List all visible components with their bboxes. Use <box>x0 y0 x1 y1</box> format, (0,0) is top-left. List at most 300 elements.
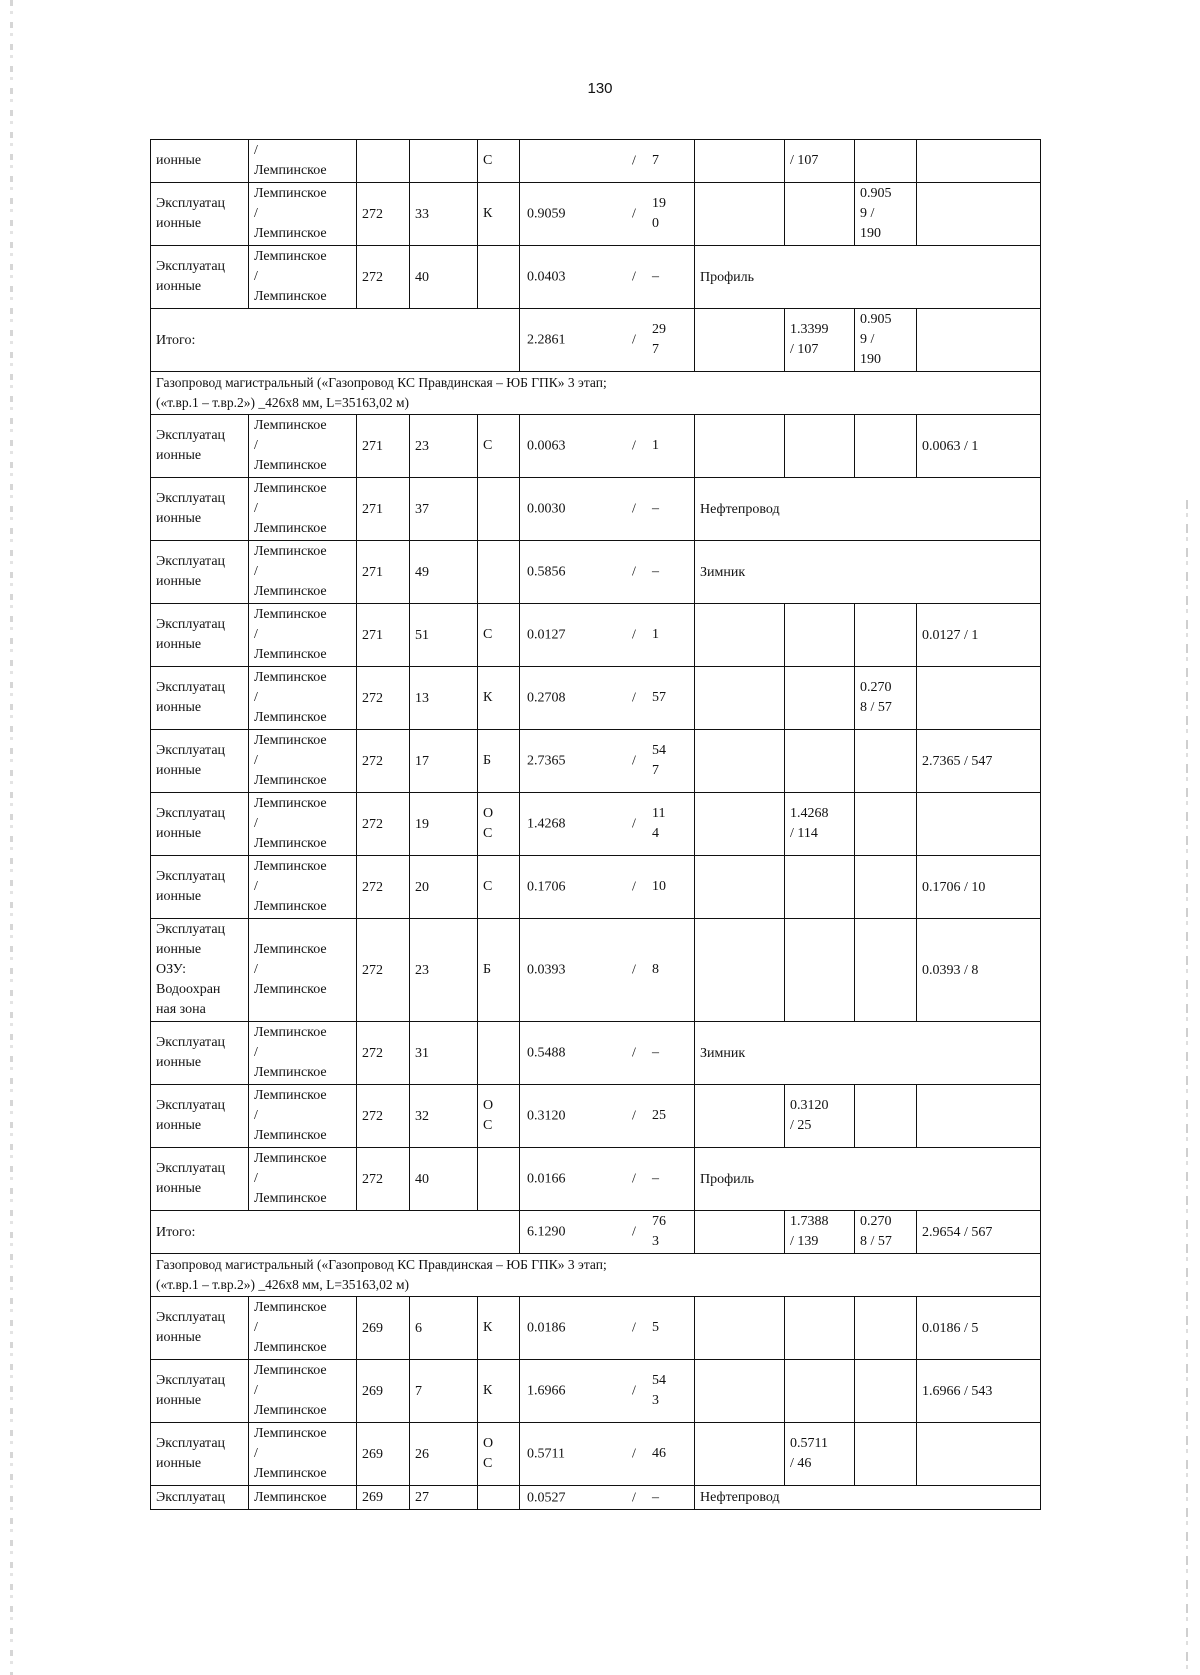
col10-cell-line: 0.270 <box>860 680 892 695</box>
col9-cell <box>785 1423 855 1486</box>
category-cell-line: ионные <box>156 153 202 168</box>
plot-cell-line: 23 <box>415 962 429 978</box>
row-area-cell <box>520 919 695 1022</box>
quarter-cell-line: 272 <box>362 962 383 978</box>
col-empty <box>695 415 785 478</box>
category-cell <box>151 246 249 309</box>
area-value: 0.5856 <box>527 564 566 580</box>
quantity-value <box>652 877 670 897</box>
row-area-cell <box>520 730 695 793</box>
col10-cell <box>855 919 917 1022</box>
area-slash: / <box>632 1383 636 1399</box>
section-title-line: Газопровод магистральный («Газопровод КС Правдинская – ЮБ ГПК» 3 этап; <box>156 1257 607 1272</box>
plot-cell-line: 13 <box>415 690 429 706</box>
section-title-line: Газопровод магистральный («Газопровод КС Правдинская – ЮБ ГПК» 3 этап; <box>156 375 607 390</box>
note-cell-line: Профиль <box>700 1171 755 1187</box>
row-area-cell <box>520 1085 695 1148</box>
area-value: 2.2861 <box>527 332 566 348</box>
category-cell-line: ионные <box>156 511 202 526</box>
land-category-cell <box>478 1297 520 1360</box>
table-row <box>151 541 1041 604</box>
land-category-cell <box>478 1486 520 1510</box>
quarter-cell-line: 272 <box>362 1171 383 1187</box>
location-cell-line: / <box>254 438 258 453</box>
col11-cell-line: 0.0063 / 1 <box>922 438 979 454</box>
quantity-line: 3 <box>652 1234 659 1249</box>
row-area-cell <box>520 667 695 730</box>
category-cell-line: Эксплуатац <box>156 743 226 758</box>
category-cell-line: ная зона <box>156 1002 206 1017</box>
plot-cell <box>410 1297 478 1360</box>
plot-cell-line: 37 <box>415 501 429 517</box>
plot-cell-line: 33 <box>415 206 429 222</box>
quantity-line: 46 <box>652 1446 666 1461</box>
section-header-row <box>151 372 1041 415</box>
col10-cell <box>855 415 917 478</box>
location-cell-line: Лемпинское <box>254 1300 327 1315</box>
location-cell-line: Лемпинское <box>254 899 327 914</box>
area-value: 0.0063 <box>527 438 566 454</box>
col11-cell <box>917 415 1041 478</box>
total-label-line: Итого: <box>156 332 196 348</box>
total-label <box>151 309 520 372</box>
quantity-value <box>652 1106 670 1126</box>
total-col11 <box>917 1211 1041 1254</box>
location-cell-line: Лемпинское <box>254 418 327 433</box>
note-cell <box>695 246 1041 309</box>
land-category-cell-line: К <box>483 690 493 705</box>
col10-cell <box>855 667 917 730</box>
col9-cell <box>785 730 855 793</box>
location-cell-line: Лемпинское <box>254 1065 327 1080</box>
area-slash: / <box>632 962 636 978</box>
category-cell <box>151 541 249 604</box>
plot-cell-line: 49 <box>415 564 429 580</box>
quantity-value <box>652 1318 670 1338</box>
area-slash: / <box>632 1446 636 1462</box>
location-cell <box>249 919 357 1022</box>
location-cell-line: / <box>254 1446 258 1461</box>
category-cell-line: Эксплуатац <box>156 869 226 884</box>
col9-cell-line: 1.4268 <box>790 806 829 821</box>
table-row <box>151 478 1041 541</box>
category-cell-line: ионные <box>156 279 202 294</box>
quantity-line: 29 <box>652 322 666 337</box>
plot-cell-line: 27 <box>415 1490 429 1505</box>
location-cell-line: Лемпинское <box>254 458 327 473</box>
area-value: 0.1706 <box>527 879 566 895</box>
plot-cell-line: 31 <box>415 1045 429 1061</box>
quantity-line: – <box>652 1045 659 1060</box>
land-category-cell <box>478 793 520 856</box>
category-cell <box>151 856 249 919</box>
location-cell-line: Лемпинское <box>254 836 327 851</box>
quarter-cell-line: 272 <box>362 753 383 769</box>
category-cell <box>151 1022 249 1085</box>
land-category-cell-line: С <box>483 1118 493 1133</box>
row-area-cell <box>520 1423 695 1486</box>
col-empty <box>695 793 785 856</box>
area-value: 2.7365 <box>527 753 566 769</box>
quarter-cell-line: 272 <box>362 269 383 285</box>
table-row <box>151 1148 1041 1211</box>
table-row <box>151 1022 1041 1085</box>
col-empty <box>695 1297 785 1360</box>
area-slash: / <box>632 753 636 769</box>
plot-cell <box>410 541 478 604</box>
category-cell-line: ионные <box>156 942 202 957</box>
quarter-cell-line: 269 <box>362 1383 383 1399</box>
area-value: 0.2708 <box>527 690 566 706</box>
quarter-cell <box>357 667 410 730</box>
plot-cell <box>410 246 478 309</box>
col9-cell <box>785 183 855 246</box>
location-cell-line: / <box>254 1383 258 1398</box>
area-value: 1.4268 <box>527 816 566 832</box>
col10-cell <box>855 730 917 793</box>
location-cell-line: / <box>254 962 258 977</box>
quantity-value <box>652 804 670 844</box>
category-cell-line: ионные <box>156 637 202 652</box>
plot-cell-line: 19 <box>415 816 429 832</box>
quarter-cell-line: 271 <box>362 438 383 454</box>
quarter-cell <box>357 478 410 541</box>
location-cell-line: Лемпинское <box>254 1363 327 1378</box>
land-category-cell <box>478 667 520 730</box>
location-cell-line: Лемпинское <box>254 1088 327 1103</box>
location-cell-line: Лемпинское <box>254 1466 327 1481</box>
col9-cell <box>785 140 855 183</box>
location-cell-line: / <box>254 1320 258 1335</box>
col10-cell <box>855 604 917 667</box>
land-category-cell-line: С <box>483 879 493 894</box>
col-empty <box>695 1423 785 1486</box>
total-col10 <box>855 1211 917 1254</box>
category-cell <box>151 730 249 793</box>
category-cell-line: ионные <box>156 574 202 589</box>
note-cell <box>695 478 1041 541</box>
table-row <box>151 793 1041 856</box>
area-slash: / <box>632 332 636 348</box>
area-slash: / <box>632 206 636 222</box>
location-cell-line: / <box>254 753 258 768</box>
area-slash: / <box>632 1171 636 1187</box>
area-value: 0.0403 <box>527 269 566 285</box>
quarter-cell <box>357 1360 410 1423</box>
quarter-cell-line: 271 <box>362 564 383 580</box>
area-value: 0.0186 <box>527 1320 566 1336</box>
location-cell-line: Лемпинское <box>254 796 327 811</box>
quantity-value <box>652 267 670 287</box>
category-cell-line: ионные <box>156 216 202 231</box>
area-slash: / <box>632 1045 636 1061</box>
note-cell-line: Нефтепровод <box>700 1490 780 1505</box>
scan-edge-right <box>1186 500 1188 1675</box>
col11-cell <box>917 856 1041 919</box>
area-value: 0.0030 <box>527 501 566 517</box>
quarter-cell-line: 271 <box>362 501 383 517</box>
col11-cell-line: 0.1706 / 10 <box>922 879 986 895</box>
col11-cell-line: 0.0127 / 1 <box>922 627 979 643</box>
location-cell-line: / <box>254 1108 258 1123</box>
category-cell-line: ионные <box>156 763 202 778</box>
quarter-cell <box>357 730 410 793</box>
area-slash: / <box>632 501 636 517</box>
area-value: 0.0527 <box>527 1490 566 1505</box>
quarter-cell <box>357 856 410 919</box>
quarter-cell <box>357 1486 410 1510</box>
total-col9-line: / 107 <box>790 342 819 357</box>
quantity-line: 1 <box>652 627 659 642</box>
land-category-cell <box>478 1360 520 1423</box>
section-title <box>151 372 1041 415</box>
quarter-cell <box>357 604 410 667</box>
location-cell <box>249 604 357 667</box>
quantity-value <box>652 1043 670 1063</box>
land-category-cell-line: К <box>483 1320 493 1335</box>
total-col9 <box>785 309 855 372</box>
table-row <box>151 140 1041 183</box>
quarter-cell <box>357 1423 410 1486</box>
land-category-cell <box>478 856 520 919</box>
table-row <box>151 1360 1041 1423</box>
plot-cell-line: 51 <box>415 627 429 643</box>
area-slash: / <box>632 1224 636 1240</box>
plot-cell <box>410 1360 478 1423</box>
row-area-cell <box>520 415 695 478</box>
location-cell-line: / <box>254 1045 258 1060</box>
quantity-value <box>652 436 670 456</box>
plot-cell <box>410 140 478 183</box>
area-value: 0.0166 <box>527 1171 566 1187</box>
quarter-cell <box>357 1085 410 1148</box>
col11-cell <box>917 1297 1041 1360</box>
col10-cell <box>855 1423 917 1486</box>
quantity-value <box>652 1212 670 1252</box>
quantity-value <box>652 688 670 708</box>
quantity-value <box>652 562 670 582</box>
col-empty <box>695 1360 785 1423</box>
category-cell-line: Эксплуатац <box>156 196 226 211</box>
col9-cell <box>785 1297 855 1360</box>
location-cell-line: / <box>254 627 258 642</box>
total-col10 <box>855 309 917 372</box>
quarter-cell <box>357 919 410 1022</box>
category-cell-line: ионные <box>156 448 202 463</box>
location-cell <box>249 1022 357 1085</box>
land-category-cell <box>478 604 520 667</box>
land-category-cell <box>478 1423 520 1486</box>
location-cell <box>249 1486 357 1510</box>
location-cell <box>249 1085 357 1148</box>
quantity-line: 54 <box>652 743 666 758</box>
plot-cell-line: 20 <box>415 879 429 895</box>
land-category-cell <box>478 1148 520 1211</box>
category-cell <box>151 1085 249 1148</box>
plot-cell <box>410 1085 478 1148</box>
table-row <box>151 1486 1041 1510</box>
land-category-cell <box>478 183 520 246</box>
row-area-cell <box>520 541 695 604</box>
col11-cell <box>917 1423 1041 1486</box>
location-cell-line: Лемпинское <box>254 186 327 201</box>
land-category-cell-line: О <box>483 1098 494 1113</box>
quantity-line: – <box>652 501 659 516</box>
plot-cell-line: 23 <box>415 438 429 454</box>
land-category-cell <box>478 1022 520 1085</box>
location-cell-line: Лемпинское <box>254 1191 327 1206</box>
location-cell <box>249 415 357 478</box>
location-cell-line: Лемпинское <box>254 1151 327 1166</box>
note-cell-line: Зимник <box>700 564 746 580</box>
plot-cell-line: 40 <box>415 1171 429 1187</box>
location-cell <box>249 478 357 541</box>
quantity-line: 7 <box>652 153 659 168</box>
plot-cell <box>410 415 478 478</box>
location-cell <box>249 1360 357 1423</box>
quarter-cell <box>357 541 410 604</box>
location-cell-line: Лемпинское <box>254 647 327 662</box>
land-plots-table <box>150 139 1041 1510</box>
location-cell-line: Лемпинское <box>254 584 327 599</box>
page-number: 130 <box>587 80 613 97</box>
location-cell-line: / <box>254 1171 258 1186</box>
plot-cell <box>410 730 478 793</box>
table-row <box>151 604 1041 667</box>
location-cell-line: Лемпинское <box>254 1489 327 1505</box>
location-cell <box>249 730 357 793</box>
col11-cell <box>917 183 1041 246</box>
location-cell <box>249 1297 357 1360</box>
area-value: 0.9059 <box>527 206 566 222</box>
location-cell-line: Лемпинское <box>254 481 327 496</box>
quarter-cell <box>357 1297 410 1360</box>
row-area-cell <box>520 246 695 309</box>
location-cell-line: Лемпинское <box>254 607 327 622</box>
quarter-cell-line: 272 <box>362 206 383 222</box>
quantity-line: 7 <box>652 342 659 357</box>
row-area-cell <box>520 1486 695 1510</box>
total-row <box>151 1211 1041 1254</box>
plot-cell <box>410 478 478 541</box>
location-cell-line: / <box>254 879 258 894</box>
col9-cell-line: / 46 <box>790 1456 812 1471</box>
quantity-line: 8 <box>652 962 659 977</box>
area-slash: / <box>632 1108 636 1124</box>
row-area-cell <box>520 793 695 856</box>
quantity-value <box>652 499 670 519</box>
location-cell-line: Лемпинское <box>254 1128 327 1143</box>
category-cell-line: Эксплуатац <box>156 1436 226 1451</box>
location-cell <box>249 667 357 730</box>
category-cell-line: Эксплуатац <box>156 554 226 569</box>
location-cell <box>249 856 357 919</box>
row-area-cell <box>520 604 695 667</box>
row-area-cell <box>520 478 695 541</box>
category-cell-line: Эксплуатац <box>156 617 226 632</box>
location-cell-line: / <box>254 690 258 705</box>
note-cell <box>695 1486 1041 1510</box>
category-cell-line: Эксплуатац <box>156 806 226 821</box>
category-cell-line: Эксплуатац <box>156 1035 226 1050</box>
category-cell-line: ионные <box>156 700 202 715</box>
row-area-cell <box>520 140 695 183</box>
location-cell-line: Лемпинское <box>254 710 327 725</box>
location-cell-line: Лемпинское <box>254 942 327 957</box>
location-cell-line: Лемпинское <box>254 289 327 304</box>
note-cell-line: Нефтепровод <box>700 501 780 517</box>
plot-cell-line: 17 <box>415 753 429 769</box>
category-cell <box>151 793 249 856</box>
table-row <box>151 1423 1041 1486</box>
quantity-line: 11 <box>652 806 666 821</box>
plot-cell <box>410 1486 478 1510</box>
col-empty <box>695 183 785 246</box>
location-cell <box>249 140 357 183</box>
section-title-line: («т.вр.1 – т.вр.2») _426х8 мм, L=35163,02 м) <box>156 395 409 410</box>
col-empty <box>695 140 785 183</box>
quantity-line: 10 <box>652 879 666 894</box>
quantity-value <box>652 151 670 171</box>
table-row <box>151 183 1041 246</box>
col11-cell <box>917 667 1041 730</box>
row-area-cell <box>520 1297 695 1360</box>
quantity-line: 4 <box>652 826 659 841</box>
location-cell-line: Лемпинское <box>254 773 327 788</box>
table-row <box>151 667 1041 730</box>
category-cell-line: ионные <box>156 1456 202 1471</box>
category-cell <box>151 1360 249 1423</box>
quantity-value <box>652 320 670 360</box>
quantity-line: 54 <box>652 1373 666 1388</box>
land-category-cell-line: С <box>483 153 493 168</box>
total-col11 <box>917 309 1041 372</box>
col9-cell <box>785 667 855 730</box>
quarter-cell-line: 269 <box>362 1446 383 1462</box>
quantity-value <box>652 625 670 645</box>
col11-cell <box>917 140 1041 183</box>
category-cell-line: Эксплуатац <box>156 1310 226 1325</box>
quarter-cell-line: 272 <box>362 816 383 832</box>
col9-cell-line: / 25 <box>790 1118 812 1133</box>
total-col9-line: 1.7388 <box>790 1214 829 1229</box>
col11-cell <box>917 919 1041 1022</box>
location-cell <box>249 1423 357 1486</box>
category-cell <box>151 140 249 183</box>
quantity-line: – <box>652 269 659 284</box>
quantity-line: 76 <box>652 1214 666 1229</box>
table-row <box>151 415 1041 478</box>
quantity-line: 1 <box>652 438 659 453</box>
land-category-cell <box>478 730 520 793</box>
land-category-cell <box>478 541 520 604</box>
category-cell-line: Эксплуатац <box>156 259 226 274</box>
note-cell <box>695 1022 1041 1085</box>
land-category-cell-line: О <box>483 1436 494 1451</box>
col9-cell <box>785 1085 855 1148</box>
plot-cell-line: 6 <box>415 1320 422 1336</box>
col11-cell-line: 0.0393 / 8 <box>922 962 979 978</box>
col9-cell-line: 0.3120 <box>790 1098 829 1113</box>
col11-cell <box>917 1085 1041 1148</box>
plot-cell-line: 32 <box>415 1108 429 1124</box>
total-area-cell <box>520 1211 695 1254</box>
plot-cell <box>410 1148 478 1211</box>
quantity-line: – <box>652 564 659 579</box>
row-area-cell <box>520 1022 695 1085</box>
category-cell <box>151 1297 249 1360</box>
quarter-cell-line: 269 <box>362 1490 383 1505</box>
